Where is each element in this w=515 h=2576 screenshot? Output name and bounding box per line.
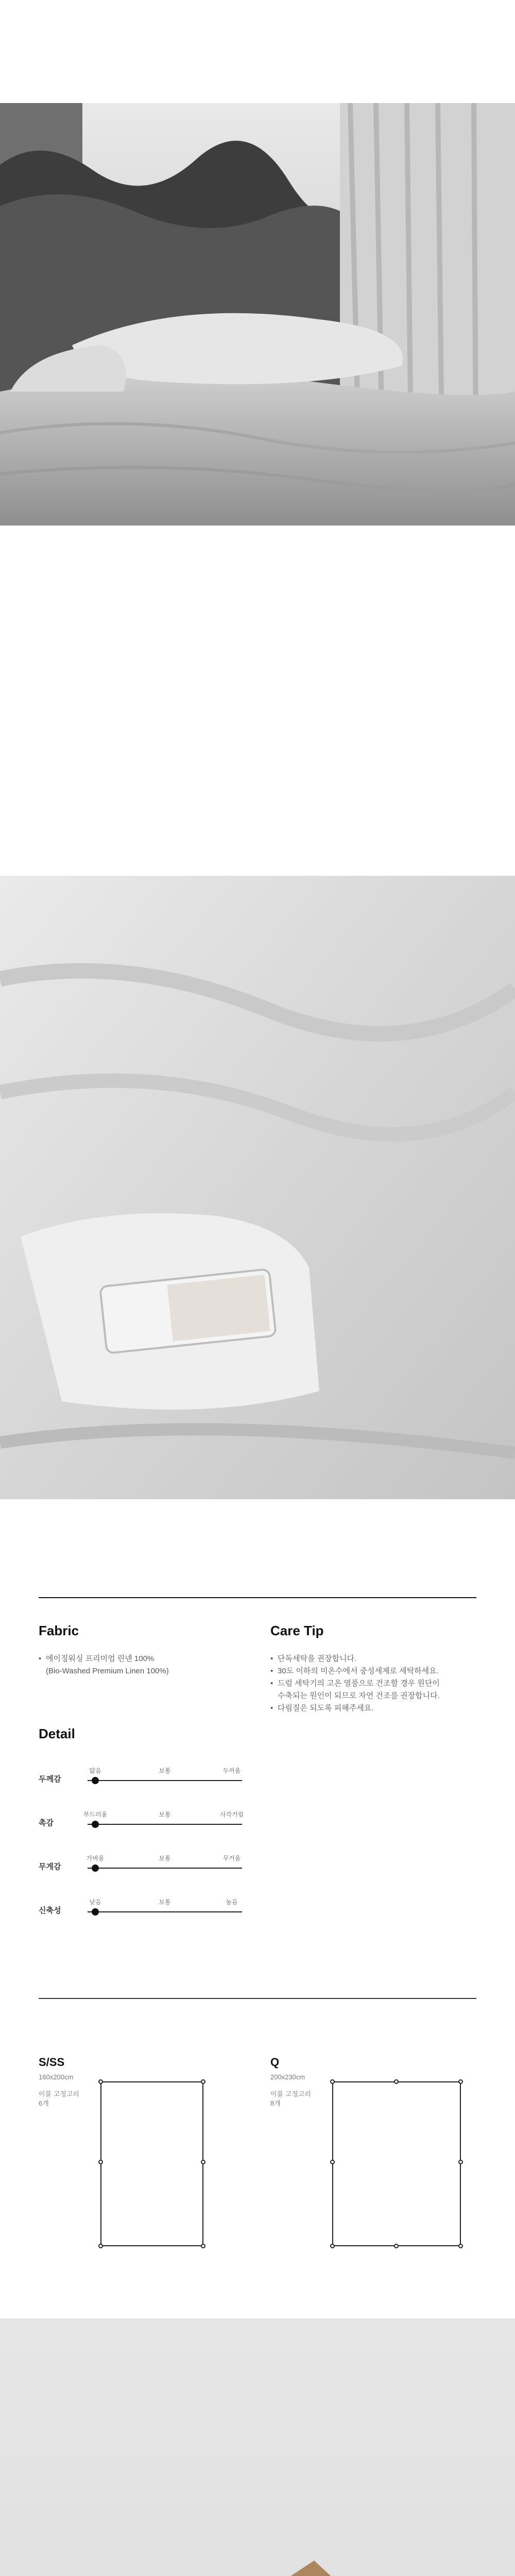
scale-label: 보통	[159, 1811, 171, 1818]
scale-track	[88, 1780, 242, 1781]
scale-label: 가벼움	[86, 1855, 105, 1862]
tie-loop-icon	[458, 2244, 463, 2248]
tie-loop-icon	[98, 2160, 103, 2164]
tie-loop-icon	[201, 2079, 205, 2084]
scale-track	[88, 1824, 242, 1825]
scale-label: 부드러움	[83, 1811, 108, 1818]
note-line: 이불 고정고리	[270, 2090, 311, 2098]
size-name: S/SS	[39, 2056, 65, 2069]
scale-thickness	[39, 1762, 245, 1793]
product-info-section	[39, 1597, 476, 1999]
tie-loop-icon	[98, 2079, 103, 2084]
scale-marker	[92, 1777, 99, 1784]
note-line: 8개	[270, 2099, 281, 2107]
list-item: • 에이징워싱 프리미엄 린넨 100%	[39, 1653, 245, 1665]
size-dimensions: 200x230cm	[270, 2073, 305, 2081]
tie-loop-icon	[98, 2244, 103, 2248]
tie-loop-icon	[394, 2244, 399, 2248]
scale-label: 보통	[159, 1767, 171, 1774]
care-tip-list	[270, 1653, 476, 1715]
scale-label: 두꺼움	[222, 1767, 241, 1774]
packaging-box-photo	[0, 2318, 515, 2576]
fabric-list	[39, 1653, 245, 1677]
detail-title: Detail	[39, 1726, 75, 1741]
scale-label: 보통	[159, 1899, 171, 1906]
tie-loop-icon	[330, 2079, 335, 2084]
duvet-diagram-ss	[100, 2081, 203, 2246]
hero-bed-photo	[0, 103, 515, 526]
scale-stretch	[39, 1893, 245, 1924]
scale-label: 낮음	[89, 1899, 101, 1906]
tie-loop-icon	[458, 2079, 463, 2084]
scale-track	[88, 1868, 242, 1869]
scale-label: 보통	[159, 1855, 171, 1862]
scale-marker	[92, 1865, 99, 1872]
scale-name: 촉감	[39, 1819, 54, 1827]
size-note	[270, 2090, 311, 2108]
scale-track	[88, 1911, 242, 1912]
fabric-title: Fabric	[39, 1623, 79, 1638]
scale-weight	[39, 1850, 245, 1880]
scale-marker	[92, 1821, 99, 1828]
duvet-diagram-q	[332, 2081, 461, 2246]
kraft-box-illustration	[0, 2318, 515, 2576]
tie-loop-icon	[394, 2079, 399, 2084]
list-item: • 다림질은 되도록 피해주세요.	[270, 1702, 476, 1715]
size-guide-section	[39, 2056, 476, 2272]
bed-pillow-illustration	[0, 103, 515, 526]
scale-label: 얇음	[89, 1767, 101, 1774]
tie-loop-icon	[458, 2160, 463, 2164]
scale-name: 두께감	[39, 1775, 61, 1784]
list-item: • 30도 이하의 미온수에서 중성세제로 세탁하세요.	[270, 1665, 476, 1677]
list-item: • 단독세탁을 권장합니다.	[270, 1653, 476, 1665]
linen-tab-illustration	[0, 876, 515, 1499]
list-item-sub: (Bio-Washed Premium Linen 100%)	[46, 1667, 169, 1675]
note-line: 6개	[39, 2099, 49, 2107]
list-item-sub: 수축되는 원인이 되므로 자연 건조를 권장합니다.	[278, 1691, 440, 1700]
scale-label: 무거움	[222, 1855, 241, 1862]
scale-label: 사각거림	[219, 1811, 244, 1818]
tie-loop-icon	[330, 2244, 335, 2248]
scale-name: 신축성	[39, 1906, 61, 1915]
tie-loop-icon	[201, 2160, 205, 2164]
divider	[39, 1597, 476, 1598]
care-tip-title: Care Tip	[270, 1623, 324, 1638]
scale-label: 높음	[226, 1899, 238, 1906]
divider	[39, 1998, 476, 1999]
list-item: • 드럼 세탁기의 고온 열풍으로 건조할 경우 원단이	[270, 1677, 476, 1690]
tie-loop-icon	[201, 2244, 205, 2248]
size-note	[39, 2090, 79, 2108]
linen-detail-photo	[0, 876, 515, 1499]
scale-touch	[39, 1806, 245, 1837]
tie-loop-icon	[330, 2160, 335, 2164]
scale-name: 무게감	[39, 1862, 61, 1871]
scale-marker	[92, 1908, 99, 1916]
note-line: 이불 고정고리	[39, 2090, 79, 2098]
size-dimensions: 160x200cm	[39, 2073, 74, 2081]
size-name: Q	[270, 2056, 280, 2069]
